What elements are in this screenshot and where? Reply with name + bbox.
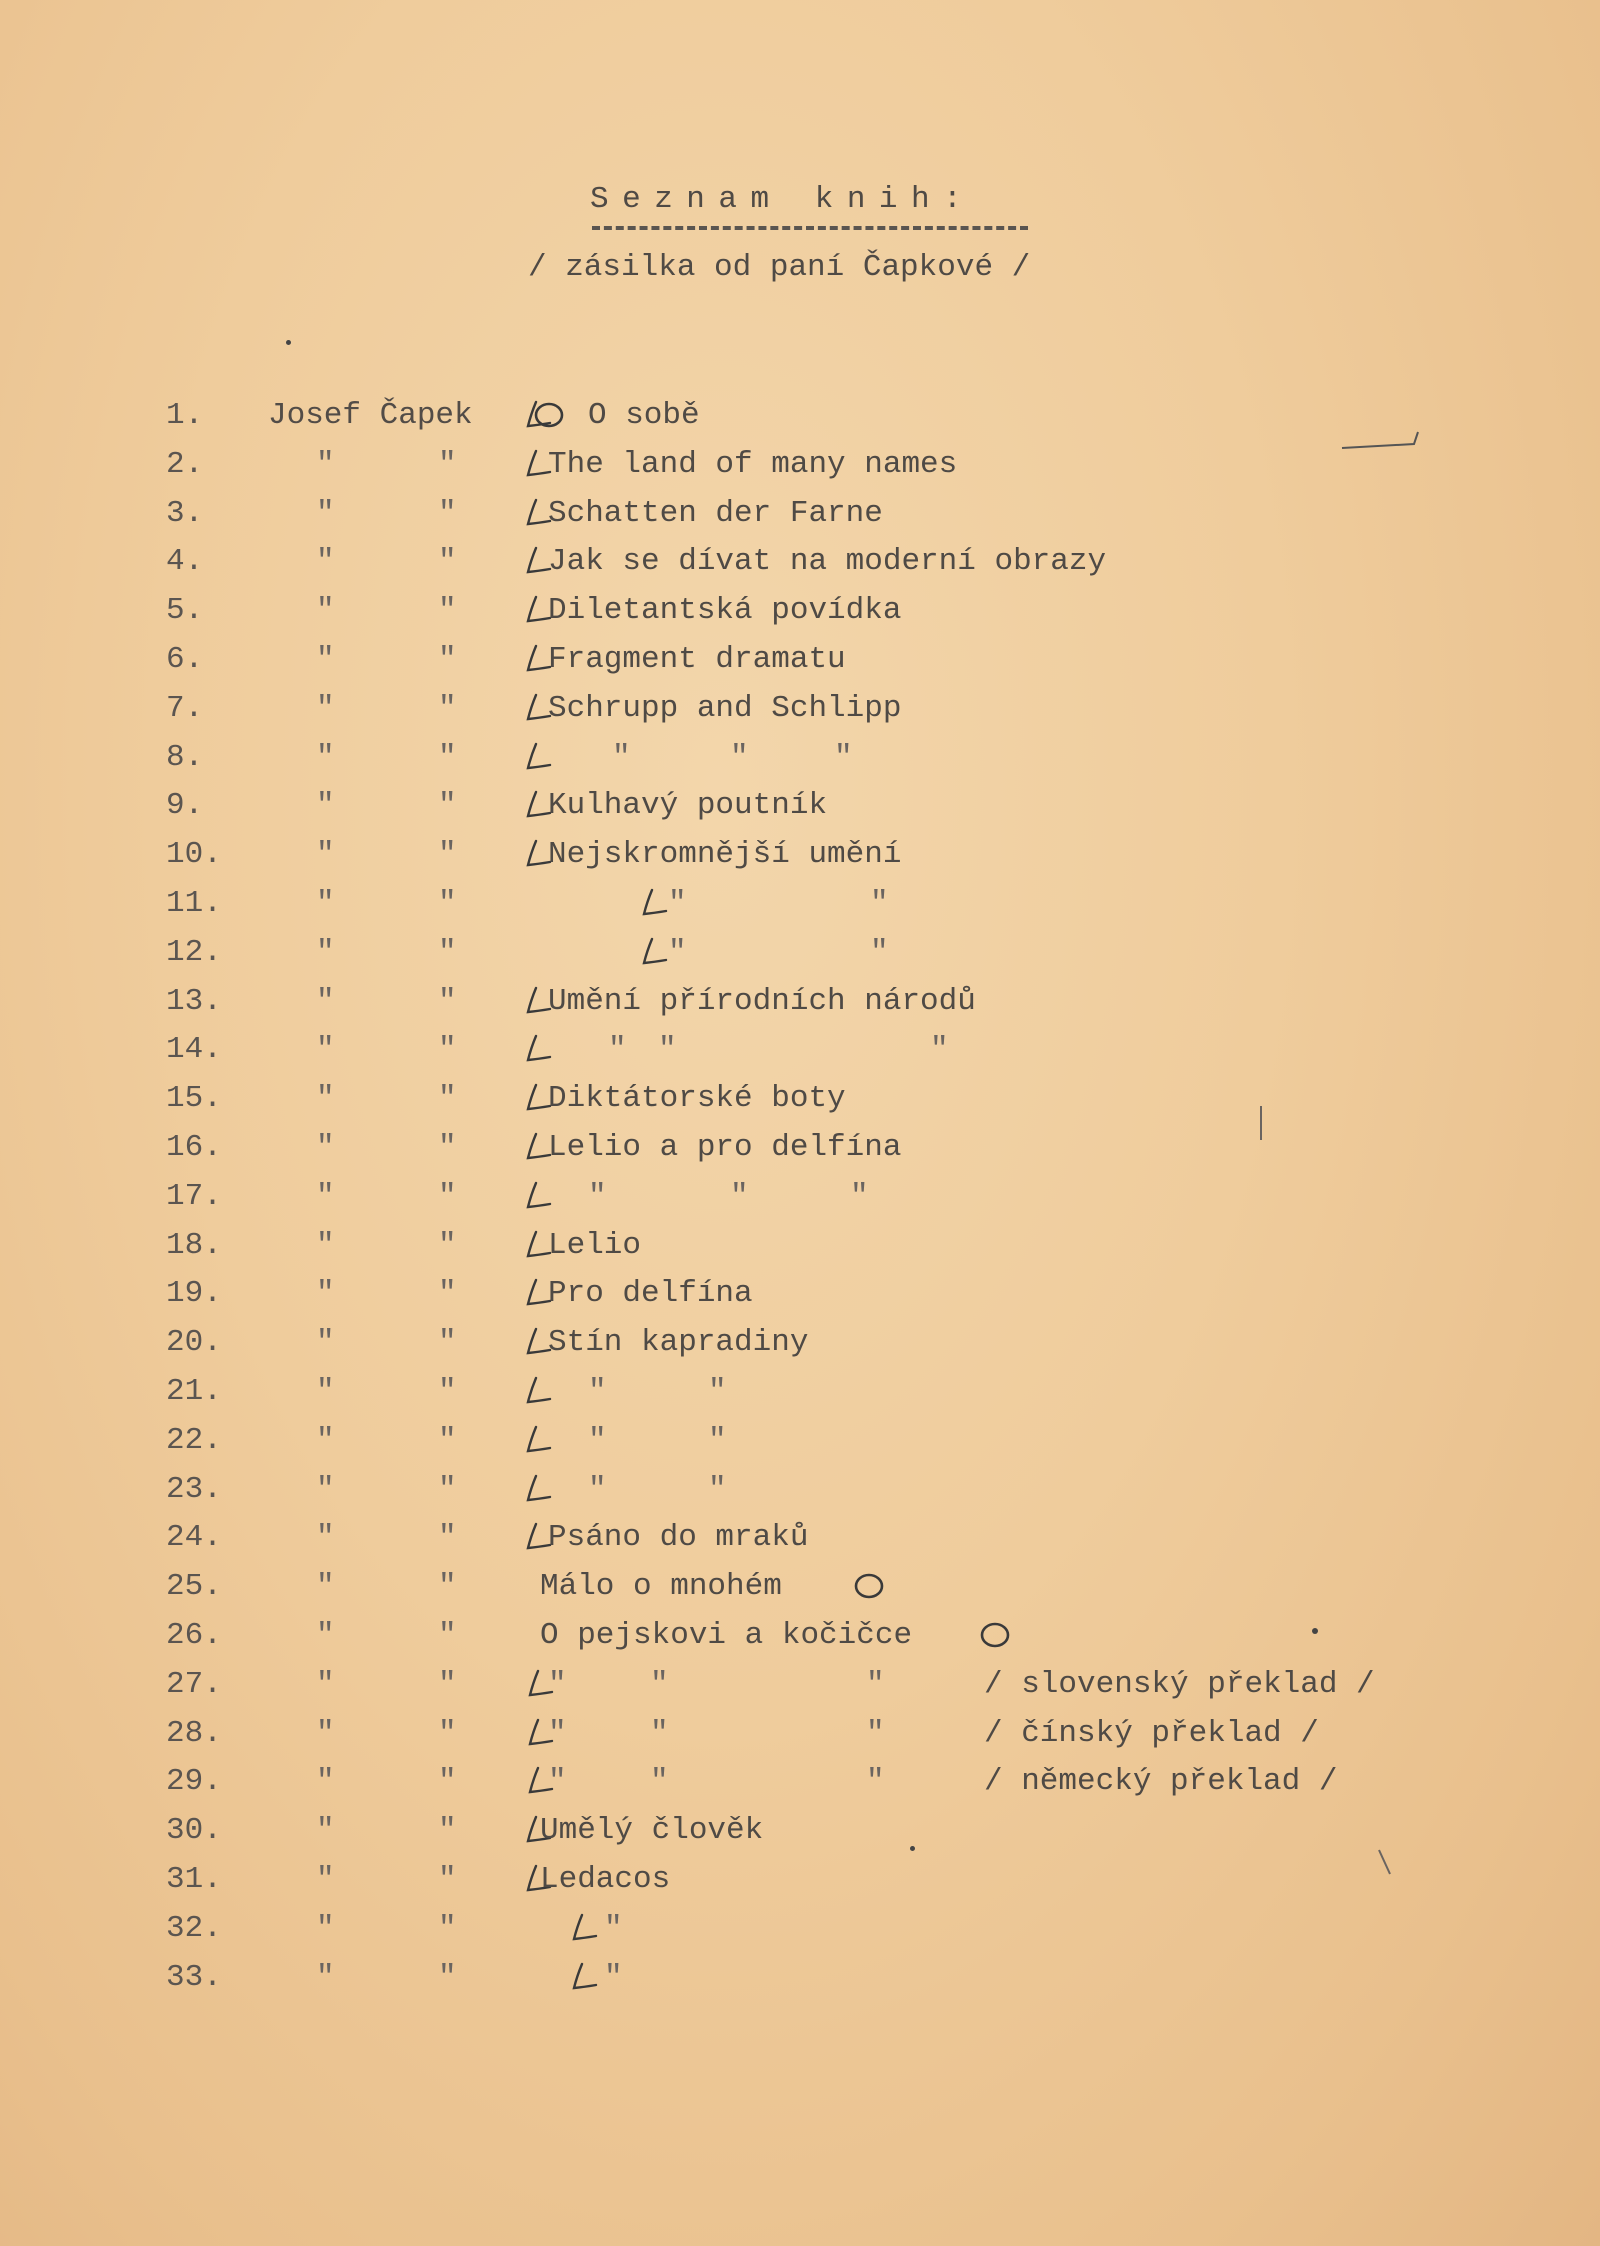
list-item bbox=[0, 587, 1600, 635]
list-item bbox=[0, 1710, 1600, 1758]
ditto-mark: " bbox=[866, 1764, 885, 1800]
list-item bbox=[0, 1954, 1600, 2002]
list-item bbox=[0, 1075, 1600, 1123]
list-item bbox=[0, 1856, 1600, 1904]
book-title: Schatten der Farne bbox=[548, 495, 883, 531]
list-item bbox=[0, 1807, 1600, 1855]
book-title: Pro delfína bbox=[548, 1276, 753, 1312]
pencil-stroke-margin bbox=[1340, 424, 1420, 454]
book-title: O pejskovi a kočičce bbox=[540, 1618, 913, 1653]
item-number: 6. bbox=[166, 642, 204, 677]
ditto-mark: " bbox=[438, 495, 457, 531]
ditto-mark: " bbox=[658, 1032, 677, 1068]
item-number: 29. bbox=[166, 1764, 222, 1800]
ditto-mark: " bbox=[438, 1715, 457, 1751]
book-title: Diletantská povídka bbox=[548, 593, 902, 629]
list-item bbox=[0, 1270, 1600, 1318]
list-item bbox=[0, 831, 1600, 879]
list-item bbox=[0, 1026, 1600, 1074]
item-number: 3. bbox=[166, 495, 204, 531]
ditto-mark: " bbox=[850, 1178, 869, 1214]
list-item bbox=[0, 1563, 1600, 1611]
ditto-mark: " bbox=[438, 1227, 457, 1263]
ditto-mark: " bbox=[668, 934, 687, 970]
ditto-mark: " bbox=[316, 1422, 335, 1458]
ditto-mark: " bbox=[316, 1813, 335, 1849]
pencil-check-icon bbox=[520, 1374, 556, 1410]
item-number: 4. bbox=[166, 544, 204, 580]
item-number: 33. bbox=[166, 1959, 222, 1995]
list-item bbox=[0, 1466, 1600, 1514]
ditto-mark: " bbox=[316, 593, 335, 629]
list-item bbox=[0, 538, 1600, 586]
item-number: 22. bbox=[166, 1422, 222, 1458]
ditto-mark: " bbox=[316, 837, 335, 873]
book-title: Lelio bbox=[548, 1227, 642, 1263]
item-number: 28. bbox=[166, 1715, 222, 1751]
item-number: 2. bbox=[166, 446, 204, 482]
ditto-mark: " bbox=[650, 1715, 669, 1751]
ditto-mark: " bbox=[438, 446, 457, 482]
ditto-mark: " bbox=[438, 1178, 457, 1214]
pencil-circle-icon bbox=[532, 400, 566, 430]
ditto-mark: " bbox=[612, 739, 631, 775]
ditto-mark: " bbox=[438, 1862, 457, 1897]
ditto-mark: " bbox=[870, 934, 889, 970]
ditto-mark: " bbox=[438, 544, 457, 580]
item-number: 10. bbox=[166, 837, 222, 873]
ditto-mark: " bbox=[650, 1764, 669, 1800]
ditto-mark: " bbox=[316, 983, 335, 1019]
ditto-mark: " bbox=[316, 1032, 335, 1068]
heading-underline bbox=[592, 226, 1028, 230]
ink-speck bbox=[1312, 1628, 1318, 1634]
item-number: 19. bbox=[166, 1276, 222, 1312]
ditto-mark: " bbox=[438, 1618, 457, 1653]
list-item bbox=[0, 1222, 1600, 1270]
ditto-mark: " bbox=[316, 690, 335, 726]
pencil-check-icon bbox=[520, 1179, 556, 1215]
document-heading: Seznam knih: bbox=[590, 182, 976, 217]
book-title: Stín kapradiny bbox=[548, 1325, 809, 1361]
item-number: 12. bbox=[166, 934, 222, 970]
ditto-mark: " bbox=[438, 690, 457, 726]
pencil-check-icon bbox=[520, 1423, 556, 1459]
item-number: 13. bbox=[166, 983, 222, 1019]
item-number: 7. bbox=[166, 690, 204, 726]
ditto-mark: " bbox=[316, 886, 335, 921]
author-name: Josef Čapek bbox=[268, 398, 473, 433]
ditto-mark: " bbox=[316, 1862, 335, 1897]
translation-note: / čínský překlad / bbox=[984, 1715, 1319, 1751]
list-item bbox=[0, 1417, 1600, 1465]
ditto-mark: " bbox=[316, 446, 335, 482]
list-item bbox=[0, 685, 1600, 733]
ditto-mark: " bbox=[870, 886, 889, 921]
ditto-mark: " bbox=[316, 1325, 335, 1361]
ditto-mark: " bbox=[438, 1422, 457, 1458]
ditto-mark: " bbox=[930, 1032, 949, 1068]
pencil-check-icon bbox=[636, 935, 672, 971]
ditto-mark: " bbox=[438, 1276, 457, 1312]
list-item bbox=[0, 636, 1600, 684]
ditto-mark: " bbox=[438, 1325, 457, 1361]
ditto-mark: " bbox=[316, 1081, 335, 1117]
book-title: Nejskromnější umění bbox=[548, 837, 902, 873]
ditto-mark: " bbox=[834, 739, 853, 775]
pencil-check-icon bbox=[566, 1960, 602, 1996]
ditto-mark: " bbox=[438, 1666, 457, 1702]
list-item bbox=[0, 1368, 1600, 1416]
ditto-mark: " bbox=[316, 1276, 335, 1312]
ditto-mark: " bbox=[316, 1178, 335, 1214]
ditto-mark: " bbox=[316, 1374, 335, 1409]
ditto-mark: " bbox=[708, 1374, 727, 1409]
ditto-mark: " bbox=[316, 495, 335, 531]
item-number: 20. bbox=[166, 1325, 222, 1361]
item-number: 14. bbox=[166, 1032, 222, 1068]
list-item bbox=[0, 782, 1600, 830]
ditto-mark: " bbox=[548, 1666, 567, 1702]
item-number: 17. bbox=[166, 1178, 222, 1214]
list-item bbox=[0, 1905, 1600, 1953]
ditto-mark: " bbox=[438, 837, 457, 873]
list-item bbox=[0, 1612, 1600, 1660]
ditto-mark: " bbox=[316, 1618, 335, 1653]
book-title: Umělý člověk bbox=[540, 1813, 764, 1849]
item-number: 11. bbox=[166, 886, 222, 921]
list-item bbox=[0, 734, 1600, 782]
pencil-check-icon bbox=[520, 1472, 556, 1508]
book-title: Ledacos bbox=[540, 1862, 671, 1897]
item-number: 25. bbox=[166, 1569, 222, 1605]
list-item bbox=[0, 880, 1600, 928]
ink-speck bbox=[910, 1846, 915, 1851]
ditto-mark: " bbox=[438, 1130, 457, 1165]
book-title: O sobě bbox=[588, 398, 700, 433]
item-number: 31. bbox=[166, 1862, 222, 1897]
ditto-mark: " bbox=[438, 1764, 457, 1800]
ditto-mark: " bbox=[708, 1471, 727, 1507]
document-subtitle: / zásilka od paní Čapkové / bbox=[528, 250, 1031, 285]
ditto-mark: " bbox=[588, 1471, 607, 1507]
ditto-mark: " bbox=[438, 1520, 457, 1556]
ditto-mark: " bbox=[438, 739, 457, 775]
ditto-mark: " bbox=[438, 1471, 457, 1507]
item-number: 26. bbox=[166, 1618, 222, 1653]
book-title: Málo o mnohém bbox=[540, 1569, 782, 1605]
list-item bbox=[0, 978, 1600, 1026]
pencil-check-icon bbox=[520, 740, 556, 776]
ditto-mark: " bbox=[668, 886, 687, 921]
ditto-mark: " bbox=[588, 1178, 607, 1214]
pencil-check-icon bbox=[566, 1911, 602, 1947]
pencil-mark-far-right bbox=[1376, 1848, 1396, 1878]
ditto-mark: " bbox=[588, 1422, 607, 1458]
ditto-mark: " bbox=[316, 1715, 335, 1751]
book-title: Diktátorské boty bbox=[548, 1081, 846, 1117]
pencil-circle-icon bbox=[852, 1571, 886, 1601]
ditto-mark: " bbox=[588, 1374, 607, 1409]
ditto-mark: " bbox=[438, 1374, 457, 1409]
ditto-mark: " bbox=[866, 1666, 885, 1702]
pencil-circle-icon bbox=[978, 1620, 1012, 1650]
ditto-mark: " bbox=[604, 1910, 623, 1946]
ditto-mark: " bbox=[438, 642, 457, 677]
ditto-mark: " bbox=[650, 1666, 669, 1702]
list-item bbox=[0, 1661, 1600, 1709]
list-item bbox=[0, 929, 1600, 977]
ditto-mark: " bbox=[438, 934, 457, 970]
list-item bbox=[0, 1514, 1600, 1562]
ditto-mark: " bbox=[438, 1813, 457, 1849]
ditto-mark: " bbox=[316, 788, 335, 824]
ditto-mark: " bbox=[708, 1422, 727, 1458]
ditto-mark: " bbox=[548, 1764, 567, 1800]
ditto-mark: " bbox=[316, 1910, 335, 1946]
ditto-mark: " bbox=[608, 1032, 627, 1068]
book-title: Umění přírodních národů bbox=[548, 983, 976, 1019]
ditto-mark: " bbox=[866, 1715, 885, 1751]
ditto-mark: " bbox=[438, 1032, 457, 1068]
ditto-mark: " bbox=[316, 1959, 335, 1995]
ditto-mark: " bbox=[438, 886, 457, 921]
list-item bbox=[0, 1319, 1600, 1367]
book-title: Fragment dramatu bbox=[548, 642, 846, 677]
ditto-mark: " bbox=[316, 1569, 335, 1605]
ditto-mark: " bbox=[438, 1910, 457, 1946]
ditto-mark: " bbox=[438, 788, 457, 824]
ditto-mark: " bbox=[548, 1715, 567, 1751]
ditto-mark: " bbox=[316, 544, 335, 580]
item-number: 9. bbox=[166, 788, 204, 824]
ditto-mark: " bbox=[316, 934, 335, 970]
item-number: 27. bbox=[166, 1666, 222, 1702]
book-title: Schrupp and Schlipp bbox=[548, 690, 902, 726]
item-number: 18. bbox=[166, 1227, 222, 1263]
list-item bbox=[0, 490, 1600, 538]
item-number: 8. bbox=[166, 739, 204, 775]
translation-note: / německý překlad / bbox=[984, 1764, 1338, 1800]
book-title: Lelio a pro delfína bbox=[548, 1130, 902, 1165]
ink-speck bbox=[286, 340, 291, 345]
ditto-mark: " bbox=[316, 1520, 335, 1556]
item-number: 5. bbox=[166, 593, 204, 629]
ditto-mark: " bbox=[316, 739, 335, 775]
ditto-mark: " bbox=[316, 1764, 335, 1800]
item-number: 24. bbox=[166, 1520, 222, 1556]
ditto-mark: " bbox=[316, 1130, 335, 1165]
item-number: 32. bbox=[166, 1910, 222, 1946]
item-number: 21. bbox=[166, 1374, 222, 1409]
book-title: The land of many names bbox=[548, 446, 958, 482]
ditto-mark: " bbox=[316, 642, 335, 677]
ditto-mark: " bbox=[438, 1959, 457, 1995]
book-title: Jak se dívat na moderní obrazy bbox=[548, 544, 1107, 580]
item-number: 1. bbox=[166, 398, 204, 433]
list-item bbox=[0, 1124, 1600, 1172]
pencil-check-icon bbox=[520, 1032, 556, 1068]
item-number: 30. bbox=[166, 1813, 222, 1849]
ditto-mark: " bbox=[730, 1178, 749, 1214]
ditto-mark: " bbox=[438, 1569, 457, 1605]
item-number: 23. bbox=[166, 1471, 222, 1507]
ditto-mark: " bbox=[438, 983, 457, 1019]
ditto-mark: " bbox=[438, 593, 457, 629]
ditto-mark: " bbox=[316, 1471, 335, 1507]
ditto-mark: " bbox=[730, 739, 749, 775]
translation-note: / slovenský překlad / bbox=[984, 1666, 1375, 1702]
list-item bbox=[0, 1758, 1600, 1806]
book-title: Kulhavý poutník bbox=[548, 788, 828, 824]
item-number: 15. bbox=[166, 1081, 222, 1117]
book-title: Psáno do mraků bbox=[548, 1520, 809, 1556]
ditto-mark: " bbox=[316, 1666, 335, 1702]
pencil-mark-right bbox=[1256, 1104, 1266, 1144]
list-item bbox=[0, 1173, 1600, 1221]
pencil-check-icon bbox=[636, 886, 672, 922]
ditto-mark: " bbox=[604, 1959, 623, 1995]
ditto-mark: " bbox=[316, 1227, 335, 1263]
ditto-mark: " bbox=[438, 1081, 457, 1117]
item-number: 16. bbox=[166, 1130, 222, 1165]
